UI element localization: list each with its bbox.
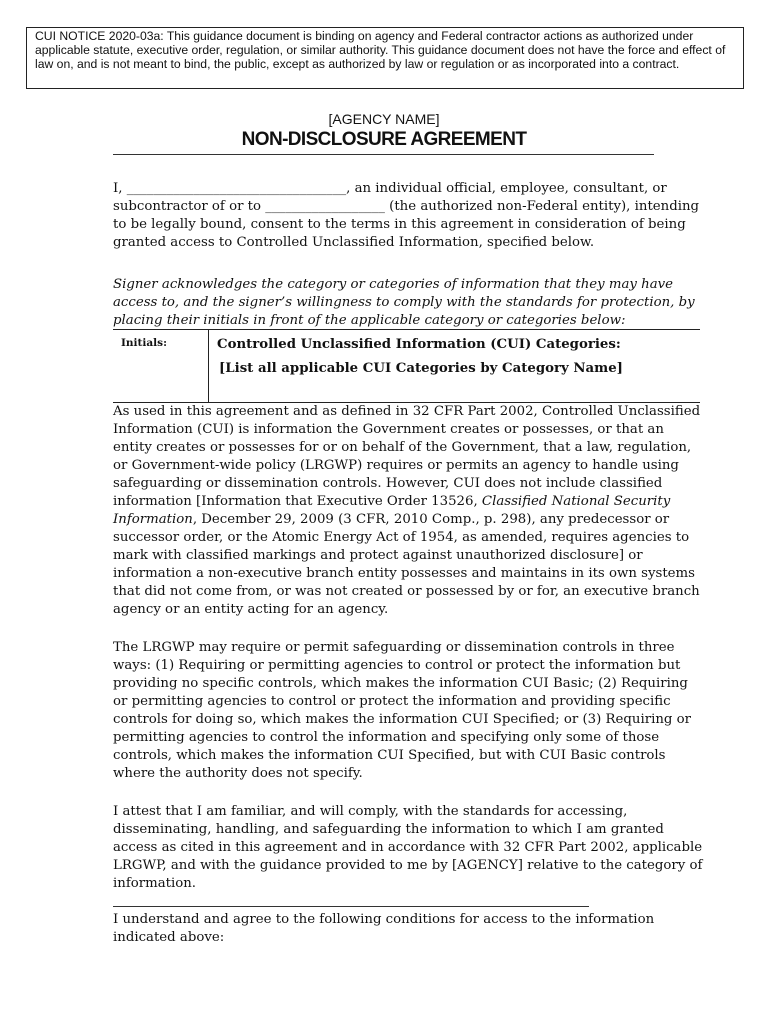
conditions-intro-paragraph: I understand and agree to the following conditions for access to the information indicated above: bbox=[113, 912, 655, 945]
consent-paragraph bbox=[113, 180, 703, 252]
title-divider bbox=[113, 154, 654, 155]
cui-categories-heading: Controlled Unclassified Information (CUI) Categories: bbox=[217, 337, 621, 352]
cui-definition-paragraph bbox=[113, 403, 703, 619]
cui-definition-part2: , December 29, 2009 (3 CFR, 2010 Comp., p. 298), any predecessor or successor order, or the Atomic Energy Act of 1954, as amended, requires agencies to mark with classified markings and protect against unauthorized disclosure] or information a non-executive branch entity possesses and maintains in its own systems that did not come from, or was not created or possessed by or for, an executive branch agency or an entity acting for an agency. bbox=[113, 512, 700, 617]
signer-name-blank[interactable]: _________________________________ bbox=[126, 181, 347, 196]
section-divider bbox=[113, 906, 589, 907]
entity-name-blank[interactable]: __________________ bbox=[265, 199, 385, 214]
lrgwp-paragraph: The LRGWP may require or permit safeguarding or dissemination controls in three ways: (1) Requiring or permitting agencies to control or protect the information but providing no specific controls, which makes the information CUI Basic; (2) Requiring or permitting agencies to control or protect the information and providing specific controls for doing so, which makes the information CUI Specified; or (3) Requiring or permitting agencies to control the information and specifying only some of those controls, which makes the information CUI Specified, but with CUI Basic controls where the authority does not specify. bbox=[113, 640, 692, 781]
cui-notice-box bbox=[26, 27, 744, 89]
consent-suffix: (the authorized non-Federal entity), intending to be legally bound, consent to the terms in this agreement in consideration of being granted access to Controlled Unclassified Information, specified below. bbox=[113, 199, 700, 250]
document-title: NON-DISCLOSURE AGREEMENT bbox=[241, 129, 527, 150]
cui-notice-text: CUI NOTICE 2020-03a: This guidance document is binding on agency and Federal contractor actions as authorized under applicable statute, executive order, regulation, or similar authority. This guidance document does not have the force and effect of law on, and is not meant to bind, the public, except as authorized by law or regulation or as incorporated into a contract. bbox=[35, 29, 726, 71]
table-column-divider bbox=[208, 330, 209, 402]
attestation-paragraph: I attest that I am familiar, and will comply, with the standards for accessing, disseminating, handling, and safeguarding the information to which I am granted access as cited in this agreement and in accordance with 32 CFR Part 2002, applicable LRGWP, and with the guidance provided to me by [AGENCY] relative to the category of information. bbox=[113, 804, 703, 891]
cui-categories-placeholder: [List all applicable CUI Categories by Category Name] bbox=[219, 361, 623, 376]
cui-definition-part1: As used in this agreement and as defined in 32 CFR Part 2002, Controlled Unclassified Information (CUI) is information the Government creates or possesses, or that an entity creates or possesses for or on behalf of the Government, that a law, regulation, or Government-wide policy (LRGWP) requires or permits an agency to handle using safeguarding or dissemination controls. However, CUI does not include classified information [Information that Executive Order 13526, bbox=[113, 404, 701, 509]
agency-name: [AGENCY NAME] bbox=[328, 111, 440, 127]
consent-middle: , an individual official, employee, consultant, or subcontractor of or to bbox=[113, 181, 667, 214]
cui-definition-italic: Classified National Security Information bbox=[113, 494, 671, 527]
consent-prefix: I, bbox=[113, 181, 127, 196]
cui-categories-table bbox=[113, 329, 700, 403]
initials-label: Initials: bbox=[121, 337, 167, 349]
signer-acknowledgement: Signer acknowledges the category or categories of information that they may have access to, and the signer’s willingness to comply with the standards for protection, by placing their initials in front of the applicable category or categories below: bbox=[113, 277, 695, 328]
